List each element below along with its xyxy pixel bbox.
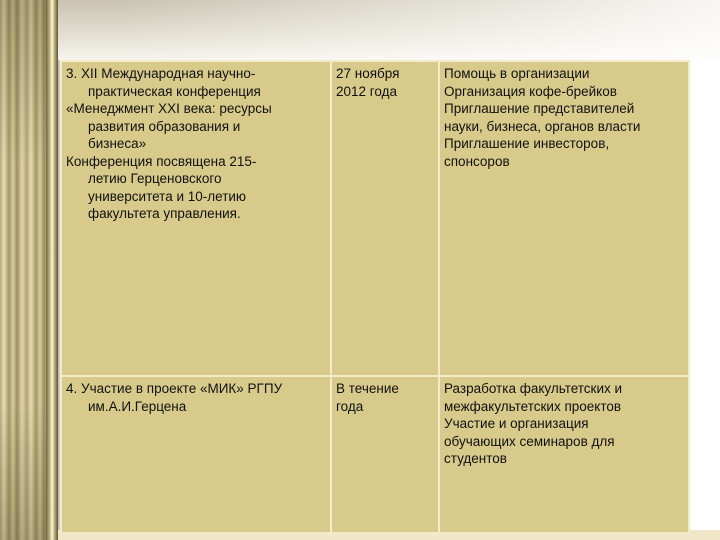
cell-text: практическая конференция	[88, 83, 261, 99]
event-tasks-cell	[439, 61, 689, 376]
cell-text: факультета управления.	[88, 206, 241, 221]
cell-text: 3. XII Международная научно-	[66, 66, 256, 81]
cell-text: В течение	[336, 381, 399, 396]
cell-text: им.А.И.Герцена	[88, 398, 187, 414]
cell-text: «Менеджмент XXI века: ресурсы	[66, 101, 272, 116]
cell-text: спонсоров	[444, 153, 510, 169]
cell-text: 27 ноября	[336, 66, 400, 81]
cell-text: 4. Участие в проекте «МИК» РГПУ	[66, 381, 283, 396]
cell-text: межфакультетских проектов	[444, 398, 622, 414]
event-date-cell	[331, 376, 439, 533]
cell-text: Конференция посвящена 215-	[66, 153, 257, 169]
cell-text: летию Герценовского	[88, 171, 222, 186]
event-date-cell	[331, 61, 439, 376]
cell-text: университета и 10-летию	[88, 188, 247, 204]
cell-text: года	[336, 398, 364, 414]
curtain-pole	[46, 0, 58, 540]
table-row	[61, 376, 689, 533]
cell-text: бизнеса»	[88, 136, 147, 151]
event-description-cell	[61, 61, 331, 376]
cell-text: Организация кофе-брейков	[444, 83, 617, 99]
cell-text: Приглашение инвесторов,	[444, 136, 610, 151]
cell-text: Помощь в организации	[444, 66, 590, 81]
table-row	[61, 61, 689, 376]
cell-text: Участие и организация	[444, 416, 589, 431]
cell-text: Разработка факультетских и	[444, 381, 623, 396]
event-tasks-cell	[439, 376, 689, 533]
cell-text: студентов	[444, 451, 507, 466]
event-description-cell	[61, 376, 331, 533]
events-table	[60, 60, 690, 534]
top-background-highlight	[120, 0, 720, 60]
cell-text: науки, бизнеса, органов власти	[444, 118, 641, 134]
cell-text: обучающих семинаров для	[444, 433, 615, 449]
cell-text: Приглашение представителей	[444, 101, 635, 116]
cell-text: 2012 года	[336, 83, 398, 99]
cell-text: развития образования и	[88, 118, 241, 134]
